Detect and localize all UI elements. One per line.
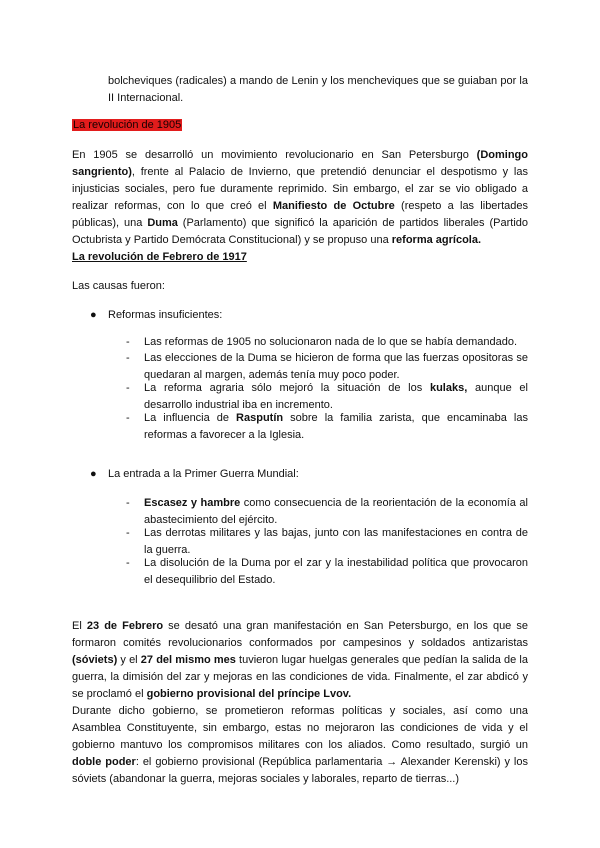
text-run: Durante dicho gobierno, se prometieron reformas políticas y sociales, así como una Asamblea Constituyente, sin embargo, estas no mejoraron las condiciones de vida y el gobierno mantuvo los compromisos militares con los aliados. Como resultado, surgió un xyxy=(72,705,528,751)
bold-duma: Duma xyxy=(147,217,178,229)
bold-gobierno-provisional: gobierno provisional del príncipe Lvov. xyxy=(146,688,352,700)
text-run: (Parlamento) que significó la aparición de partidos liberales (Partido Octubrista y Partido Demócrata Constitucional) y se propuso una xyxy=(72,217,529,246)
text-run: y el xyxy=(117,654,141,666)
list-item-text: La disolución de la Duma por el zar y la inestabilidad política que provocaron el desequilibrio del Estado. xyxy=(144,557,528,586)
paragraph-febrero xyxy=(72,618,528,788)
bold-escasez-hambre: Escasez y hambre xyxy=(144,497,241,509)
paragraph-febrero-part1 xyxy=(72,618,528,703)
dash-marker: - xyxy=(126,412,130,424)
list-item-text: Las reformas de 1905 no solucionaron nada de lo que se había demandado. xyxy=(144,336,518,348)
bold-doble-poder: doble poder xyxy=(72,756,136,768)
text-run: La influencia de xyxy=(144,412,237,424)
paragraph-febrero-part2 xyxy=(72,703,528,788)
bold-domingo-sangriento: (Domingo sangriento) xyxy=(72,149,528,178)
heading-highlight: La revolución de 1905 xyxy=(73,119,182,131)
text-run: La reforma agraria sólo mejoró la situación de los xyxy=(144,382,430,394)
dash-marker: - xyxy=(126,382,130,394)
text-run: : el gobierno provisional (República parlamentaria → Alexander Kerenski) y los sóviets (abandonar la guerra, mejoras sociales y laborales, reparto de tierras...) xyxy=(72,756,528,785)
dash-marker: - xyxy=(126,336,130,348)
text-run: (respeto a las libertades públicas), una xyxy=(72,200,528,229)
bold-rasputin: Rasputín xyxy=(236,412,284,424)
heading-revolucion-febrero-1917: La revolución de Febrero de 1917 xyxy=(72,251,247,263)
text-run: aunque el desarrollo industrial iba en incremento. xyxy=(144,382,528,411)
list-item-text xyxy=(144,410,528,444)
list-item-text xyxy=(144,495,528,529)
bullet-label: La entrada a la Primer Guerra Mundial: xyxy=(108,468,299,480)
paragraph-1905 xyxy=(72,147,528,249)
bold-soviets: (sóviets) xyxy=(72,654,118,666)
bold-manifiesto-octubre: Manifiesto de Octubre xyxy=(272,200,395,212)
text-run: se desató una gran manifestación en San Petersburgo, en los que se formaron comités revolucionarios conformados por campesinos y soldados antizaristas xyxy=(72,620,529,649)
text-run: El xyxy=(72,620,87,632)
bold-27-mismo-mes: 27 del mismo mes xyxy=(140,654,236,666)
causas-label: Las causas fueron: xyxy=(72,280,165,292)
list-item-text: Las derrotas militares y las bajas, junto con las manifestaciones en contra de la guerra. xyxy=(144,527,528,556)
bullet-reformas xyxy=(90,307,528,324)
bullet-guerra xyxy=(90,466,528,483)
list-item-text: Las elecciones de la Duma se hicieron de forma que las fuerzas opositoras se quedaran al margen, además tenía muy poco poder. xyxy=(144,352,528,381)
text-run: como consecuencia de la reorientación de la economía al abastecimiento del ejército. xyxy=(144,497,528,526)
intro-paragraph: bolcheviques (radicales) a mando de Lenin y los mencheviques que se guiaban por la II Internacional. xyxy=(108,75,528,104)
bold-reforma-agricola: reforma agrícola. xyxy=(391,234,482,246)
dash-marker: - xyxy=(126,527,130,539)
dash-marker: - xyxy=(126,352,130,364)
list-item-text xyxy=(144,380,528,414)
bold-kulaks: kulaks, xyxy=(429,382,468,394)
bullet-dot: ● xyxy=(90,468,97,480)
text-run: , frente al Palacio de Invierno, que pretendió denunciar el despotismo y las injusticias sociales, pero fue duramente reprimido. Sin embargo, el zar se vio obligado a realizar reformas, con lo que creó el xyxy=(72,166,528,212)
heading-revolucion-1905 xyxy=(72,117,182,134)
text-run: sobre la familia zarista, que encaminaba las reformas a favorecer a la Iglesia. xyxy=(144,412,528,441)
dash-marker: - xyxy=(126,497,130,509)
bold-23-febrero: 23 de Febrero xyxy=(86,620,164,632)
bullet-dot: ● xyxy=(90,309,97,321)
text-run: tuvieron lugar huelgas generales que pedían la salida de la guerra, la dimisión del zar y mejoras en las condiciones de vida. Finalmente, el zar abdicó y se proclamó el xyxy=(72,654,528,700)
bullet-label: Reformas insuficientes: xyxy=(108,309,223,321)
dash-marker: - xyxy=(126,557,130,569)
text-run: En 1905 se desarrolló un movimiento revolucionario en San Petersburgo xyxy=(72,149,477,161)
